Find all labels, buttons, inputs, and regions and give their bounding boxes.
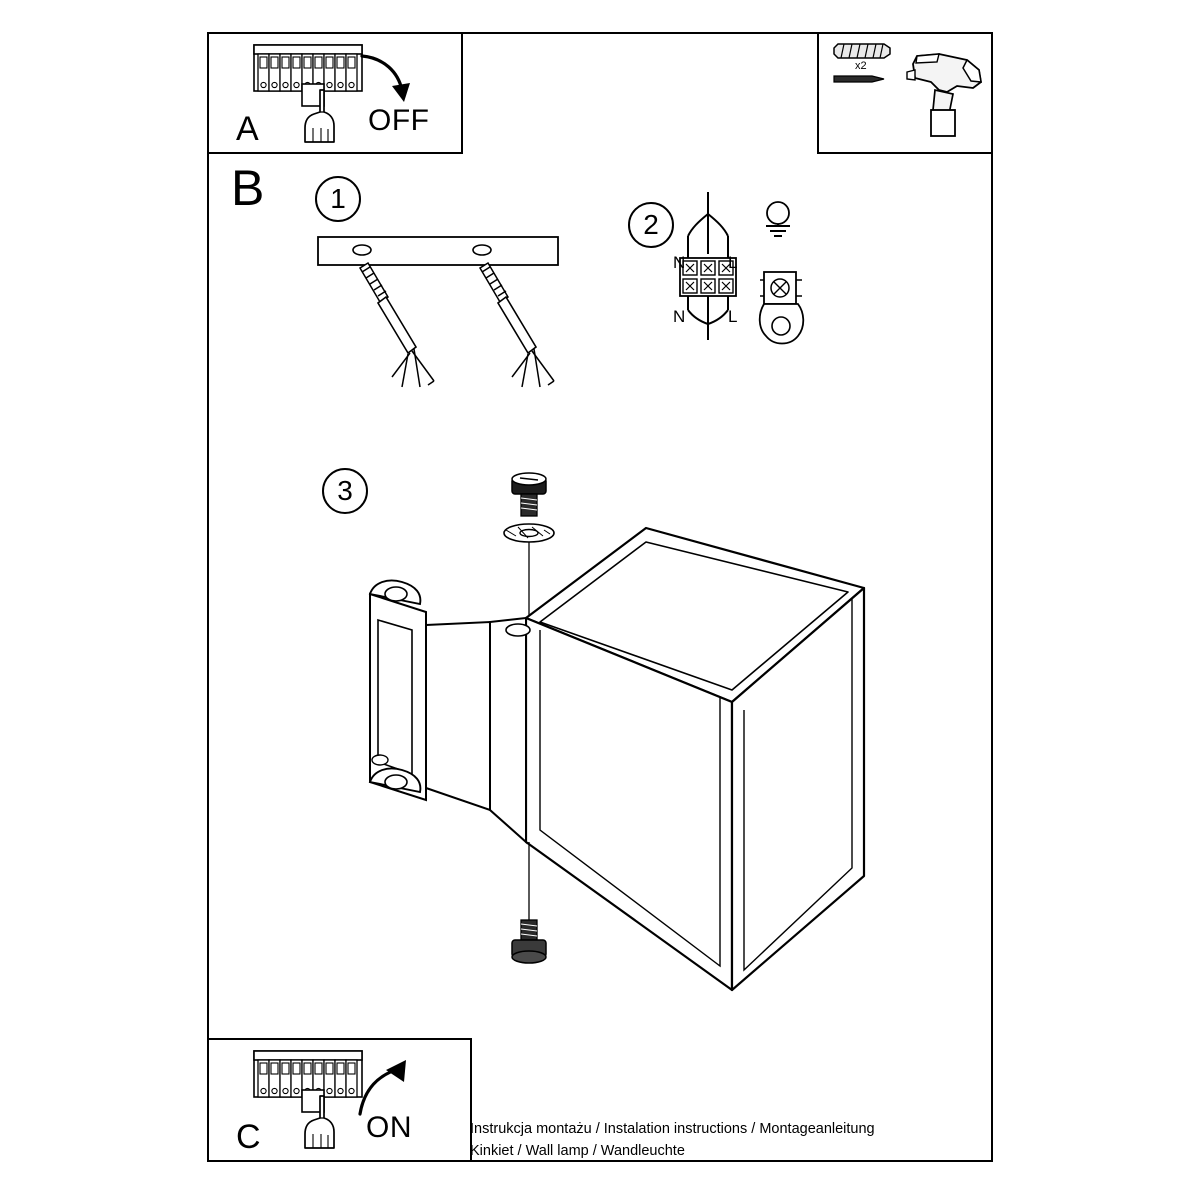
step-b3-number: 3 bbox=[322, 468, 368, 514]
step-c-letter: C bbox=[236, 1118, 261, 1156]
cube-lamp-assembly-icon bbox=[340, 470, 900, 1010]
step-b1-number: 1 bbox=[315, 176, 361, 222]
terminal-label-l-bottom: L bbox=[728, 307, 738, 326]
earth-ground-symbol-icon bbox=[756, 200, 800, 240]
screw-top bbox=[512, 473, 546, 516]
arrow-curved-down-icon bbox=[358, 50, 418, 110]
wall-bracket-with-anchors-icon bbox=[316, 235, 596, 405]
step-a-action-label: OFF bbox=[368, 104, 430, 137]
hand-pointing-icon bbox=[300, 1094, 346, 1150]
tools-quantity-label: x2 bbox=[855, 60, 867, 72]
screw-bottom bbox=[512, 920, 546, 963]
power-drill-icon bbox=[905, 48, 987, 144]
terminal-label-n-top: N bbox=[673, 253, 686, 272]
footer-line-1: Instrukcja montażu / Instalation instructions / Montageanleitung bbox=[470, 1121, 875, 1137]
screw-terminal-connector-icon bbox=[756, 268, 808, 350]
step-a-letter: A bbox=[236, 110, 259, 148]
terminal-label-l-top: L bbox=[728, 253, 738, 272]
wall-plug-icon bbox=[832, 40, 894, 62]
step-b-letter: B bbox=[231, 160, 265, 216]
step-c-action-label: ON bbox=[366, 1111, 412, 1144]
terminal-label-n-bottom: N bbox=[673, 307, 686, 326]
terminal-block-wiring-icon bbox=[672, 192, 762, 342]
footer-line-2: Kinkiet / Wall lamp / Wandleuchte bbox=[470, 1143, 685, 1159]
screw-icon bbox=[832, 72, 890, 86]
hand-pointing-icon bbox=[300, 88, 346, 144]
step-b2-number: 2 bbox=[628, 202, 674, 248]
washer bbox=[504, 524, 554, 542]
